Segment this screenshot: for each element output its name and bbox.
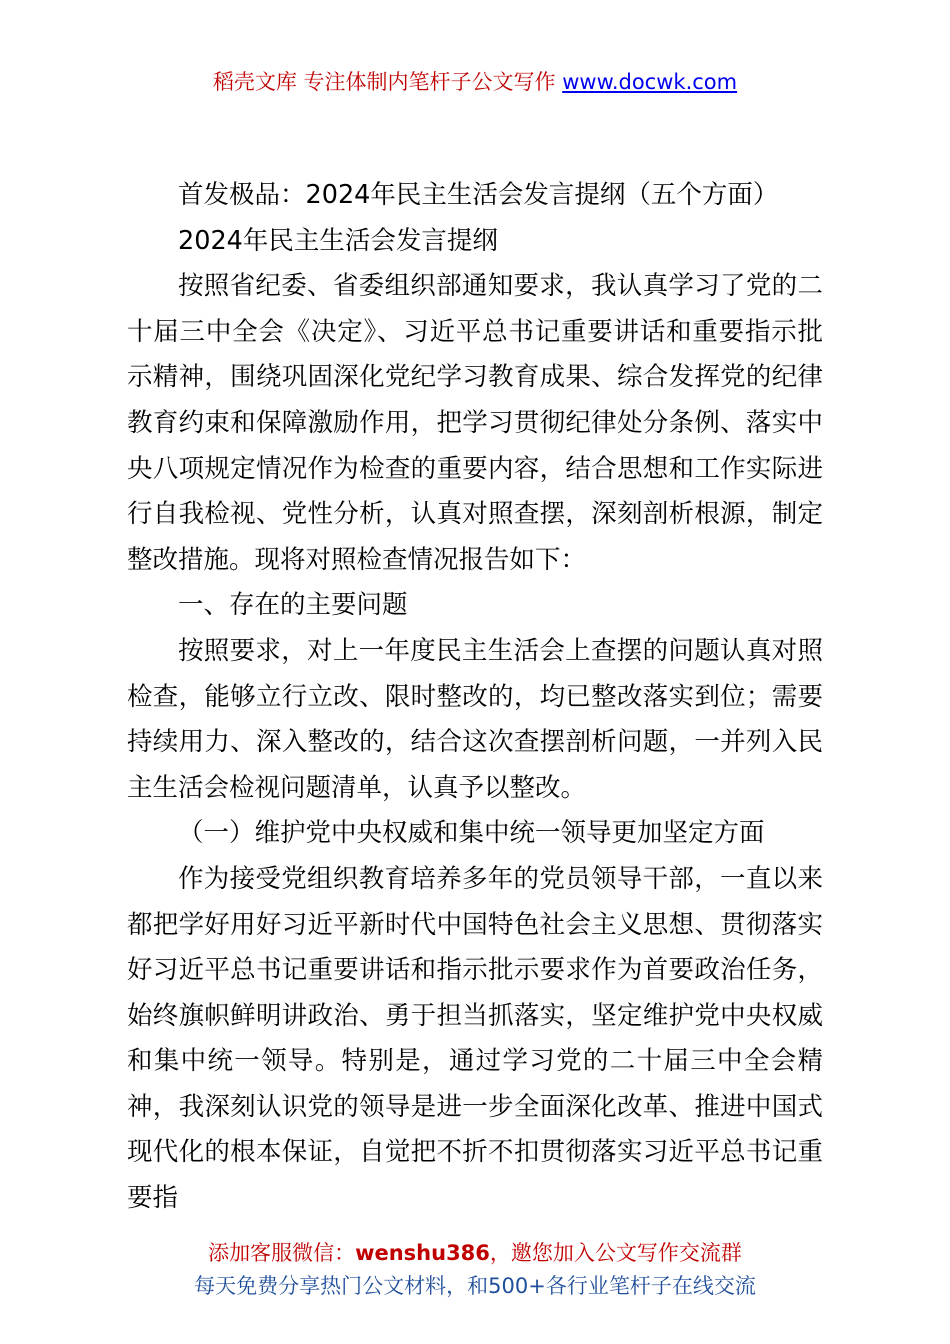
section-heading: 一、存在的主要问题 [178,590,408,621]
subsection-heading: （一）维护党中央权威和集中统一领导更加坚定方面 [178,818,765,849]
page-footer [0,1237,950,1303]
brand-text: 稻壳文库 专注体制内笔杆子公文写作 [212,70,563,94]
document-subtitle: 2024年民主生活会发言提纲 [178,225,498,256]
wechat-id: wenshu386 [355,1241,490,1265]
footer-suffix: ，邀您加入公文写作交流群 [489,1241,742,1265]
subsection-paragraph: 作为接受党组织教育培养多年的党员领导干部，一直以来都把学好用好习近平新时代中国特色社会主义思想、贯彻落实好习近平总书记重要讲话和指示批示要求作为首要政治任务，始终旗帜鲜明讲政治、勇于担当抓落实，坚定维护党中央权威和集中统一领导。特别是，通过学习党的二十届三中全会精神，我深刻认识党的领导是进一步全面深化改革、推进中国式现代化的根本保证，自觉把不折不扣贯彻落实习近平总书记重要指 [127,863,823,1214]
page-header [0,66,950,98]
site-link[interactable]: www.docwk.com [562,70,738,94]
intro-paragraph: 按照省纪委、省委组织部通知要求，我认真学习了党的二十届三中全会《决定》、习近平总书记重要讲话和重要指示批示精神，围绕巩固深化党纪学习教育成果、综合发挥党的纪律教育约束和保障激励作用，把学习贯彻纪律处分条例、落实中央八项规定情况作为检查的重要内容，结合思想和工作实际进行自我检视、党性分析，认真对照查摆，深刻剖析根源，制定整改措施。现将对照检查情况报告如下： [127,271,823,575]
footer-share-line: 每天免费分享热门公文材料，和500+各行业笔杆子在线交流 [194,1274,756,1298]
footer-prefix: 添加客服微信： [208,1241,356,1265]
footer-contact-line [0,1237,950,1270]
document-body [127,173,823,1222]
document-title: 首发极品：2024年民主生活会发言提纲（五个方面） [178,180,779,210]
section-paragraph: 按照要求，对上一年度民主生活会上查摆的问题认真对照检查，能够立行立改、限时整改的，均已整改落实到位；需要持续用力、深入整改的，结合这次查摆剖析问题，一并列入民主生活会检视问题清单，认真予以整改。 [127,635,823,803]
